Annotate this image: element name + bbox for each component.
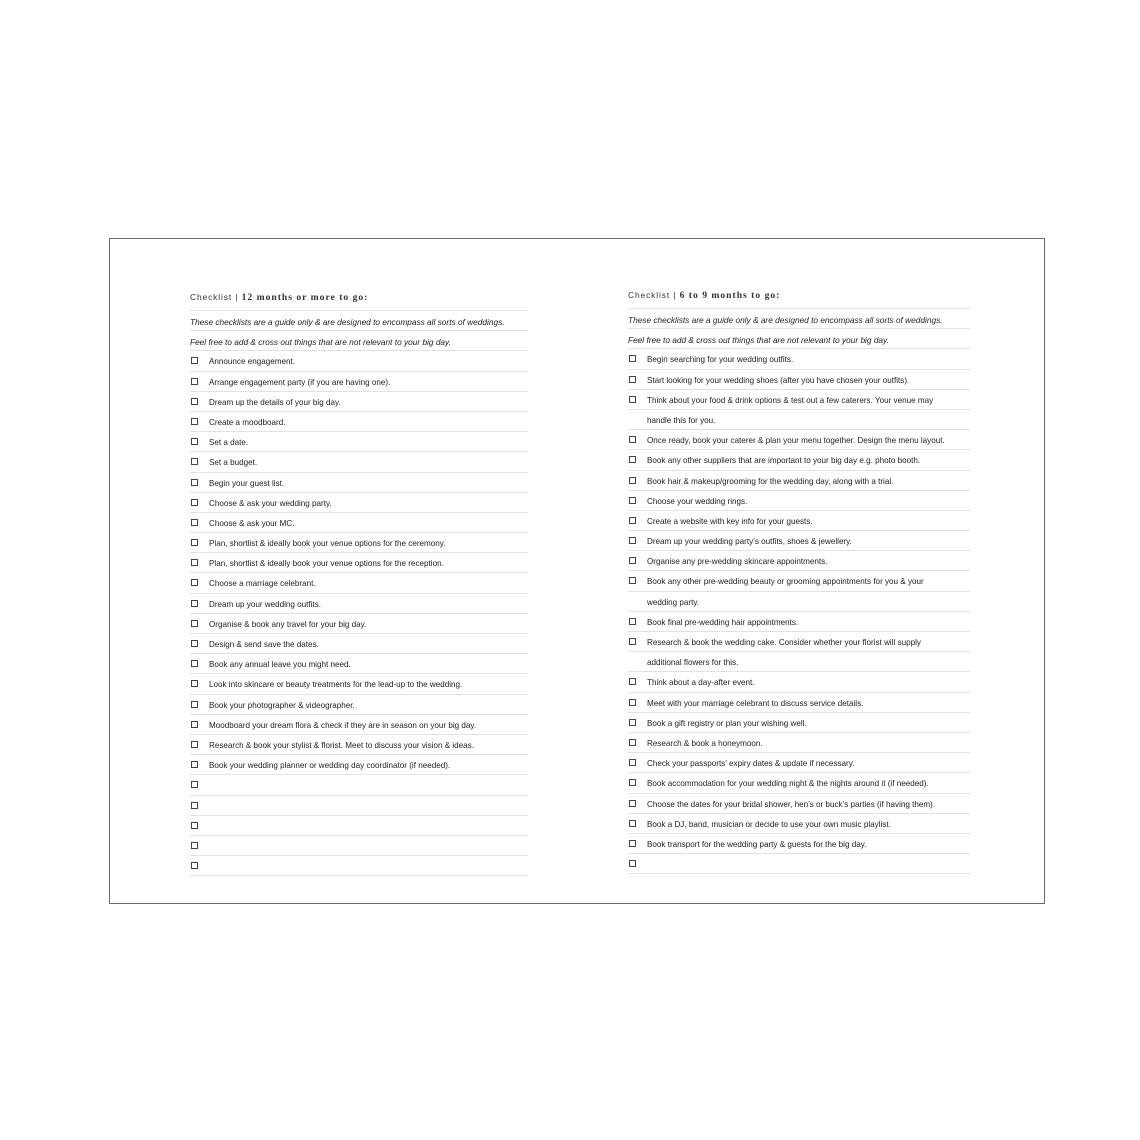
checkbox[interactable]: [629, 517, 636, 524]
checklist-item: [190, 654, 528, 674]
checklist-item-label: Choose the dates for your bridal shower, hen’s or buck’s parties (if having them).: [647, 799, 936, 809]
checkbox[interactable]: [191, 842, 198, 849]
checklist-item: [190, 493, 528, 513]
checklist-item: [628, 349, 970, 369]
checklist-item: [628, 551, 970, 571]
checklist-item: [628, 471, 970, 491]
checklist-item-label: Think about your food & drink options & test out a few caterers. Your venue may: [647, 395, 934, 405]
checklist-item-label: Book any other suppliers that are important to your big day e.g. photo booth.: [647, 456, 921, 466]
checkbox[interactable]: [191, 600, 198, 607]
checkbox[interactable]: [629, 396, 636, 403]
checklist-item: [190, 715, 528, 735]
checklist-item: [628, 672, 970, 692]
checklist-item-label: Choose a marriage celebrant.: [209, 579, 316, 589]
checklist-item: [190, 796, 528, 816]
checklist-item: [190, 775, 528, 795]
checklist-item: [190, 856, 528, 876]
checklist-item-label: Plan, shortlist & ideally book your venue options for the ceremony.: [209, 539, 446, 549]
checkbox[interactable]: [629, 456, 636, 463]
checkbox[interactable]: [629, 537, 636, 544]
checkbox[interactable]: [629, 699, 636, 706]
checkbox[interactable]: [191, 620, 198, 627]
checkbox[interactable]: [191, 822, 198, 829]
checklist-item: [190, 533, 528, 553]
checklist-item-label: Choose & ask your MC.: [209, 518, 295, 528]
checkbox[interactable]: [629, 678, 636, 685]
checklist-item: [628, 854, 970, 874]
checklist-item-label: Book final pre-wedding hair appointments.: [647, 617, 799, 627]
heading-title: 12 months or more to go:: [241, 292, 369, 303]
checklist-item-label: Organise & book any travel for your big day.: [209, 619, 367, 629]
checklist-item-label: Book any other pre-wedding beauty or grooming appointments for you & your: [647, 577, 924, 587]
checklist-item-label: Book a gift registry or plan your wishing well.: [647, 718, 807, 728]
checklist-item: [628, 571, 970, 591]
checkbox[interactable]: [629, 355, 636, 362]
checklist-item: [628, 511, 970, 531]
guide-note: These checklists are a guide only & are designed to encompass all sorts of weddings.: [628, 309, 970, 329]
checklist-item: [628, 491, 970, 511]
checklist-item-label: Research & book the wedding cake. Consider whether your florist will supply: [647, 638, 921, 647]
checklist-item-label: Dream up your wedding outfits.: [209, 599, 322, 609]
checkbox[interactable]: [629, 840, 636, 847]
checkbox[interactable]: [629, 779, 636, 786]
checklist-item: [190, 452, 528, 472]
checkbox[interactable]: [191, 781, 198, 788]
checklist-item: [190, 473, 528, 493]
checkbox[interactable]: [191, 579, 198, 586]
checkbox[interactable]: [191, 398, 198, 405]
checklist-item-continuation: wedding party.: [628, 592, 970, 612]
heading-prefix: Checklist |: [190, 292, 242, 302]
checklist-item-label: Research & book a honeymoon.: [647, 738, 763, 748]
checklist-item-label: Book transport for the wedding party & guests for the big day.: [647, 839, 867, 849]
checklist-item: [628, 713, 970, 733]
checkbox[interactable]: [191, 701, 198, 708]
checklist-item: [190, 351, 528, 371]
checkbox[interactable]: [191, 458, 198, 465]
checkbox[interactable]: [191, 499, 198, 506]
checklist-item-label: Check your passports’ expiry dates & update if necessary.: [647, 759, 855, 769]
checkbox[interactable]: [191, 721, 198, 728]
checklist-item: [628, 612, 970, 632]
checkbox[interactable]: [629, 557, 636, 564]
checklist-item-label: Choose your wedding rings.: [647, 496, 748, 506]
checklist-item-label: Arrange engagement party (if you are having one).: [209, 377, 391, 387]
checkbox[interactable]: [191, 741, 198, 748]
checklist-item-label: Book a DJ, band, musician or decide to use your own music playlist.: [647, 819, 891, 829]
guide-note: These checklists are a guide only & are designed to encompass all sorts of weddings.: [190, 311, 528, 331]
checklist-item: [190, 634, 528, 654]
checkbox[interactable]: [191, 438, 198, 445]
checklist-item-label: Design & send save the dates.: [209, 640, 319, 649]
checklist-item: [190, 432, 528, 452]
checklist-item: [628, 450, 970, 470]
checklist-item: [190, 412, 528, 432]
checklist-item-label: Begin searching for your wedding outfits.: [647, 355, 794, 365]
checklist-item-continuation: additional flowers for this.: [628, 652, 970, 672]
heading-title: 6 to 9 months to go:: [679, 290, 781, 301]
checklist-item-label: Announce engagement.: [209, 357, 295, 367]
checklist-item: [190, 755, 528, 775]
checkbox[interactable]: [191, 357, 198, 364]
checklist-item: [190, 836, 528, 856]
checklist-item: [628, 430, 970, 450]
checkbox[interactable]: [191, 680, 198, 687]
checkbox[interactable]: [191, 539, 198, 546]
checkbox[interactable]: [629, 739, 636, 746]
checkbox[interactable]: [191, 418, 198, 425]
checkbox[interactable]: [191, 761, 198, 768]
checkbox[interactable]: [629, 497, 636, 504]
checklist-item-label: Create a moodboard.: [209, 417, 286, 427]
checklist-item-label: Create a website with key info for your guests.: [647, 516, 813, 526]
checkbox[interactable]: [629, 436, 636, 443]
checklist-item: [190, 573, 528, 593]
checklist-item-label: Organise any pre-wedding skincare appointments.: [647, 557, 828, 567]
checklist-item-label: Set a date.: [209, 438, 249, 448]
checklist-item-label: Begin your guest list.: [209, 478, 285, 488]
checklist-item: [190, 594, 528, 614]
checkbox[interactable]: [191, 802, 198, 809]
checklist-item-label: Research & book your stylist & florist. Meet to discuss your vision & ideas.: [209, 740, 474, 750]
checkbox[interactable]: [629, 860, 636, 867]
checklist-item: [190, 513, 528, 533]
checklist-item-label: Book your wedding planner or wedding day coordinator (if needed).: [209, 761, 451, 771]
checklist-item-label: Book any annual leave you might need.: [209, 660, 351, 670]
checklist-item: [190, 553, 528, 573]
checklist-item: [190, 735, 528, 755]
checklist-item-label: Book your photographer & videographer.: [209, 700, 355, 710]
checkbox[interactable]: [629, 638, 636, 645]
checklist-item: [628, 773, 970, 793]
checklist-item-label: Set a budget.: [209, 458, 258, 468]
checklist-item: [628, 794, 970, 814]
checklist-items: [190, 351, 528, 876]
page-heading: [628, 288, 970, 309]
checkbox[interactable]: [629, 618, 636, 625]
checklist-item-label: Start looking for your wedding shoes (after you have chosen your outfits).: [647, 375, 910, 385]
checklist-item: [190, 614, 528, 634]
checklist-item-label: Meet with your marriage celebrant to discuss service details.: [647, 698, 864, 708]
checkbox[interactable]: [629, 477, 636, 484]
checklist-item-label: Once ready, book your caterer & plan your menu together. Design the menu layout.: [647, 436, 945, 446]
checklist-item-label: Book accommodation for your wedding night & the nights around it (if needed).: [647, 779, 929, 789]
checkbox[interactable]: [629, 577, 636, 584]
checkbox[interactable]: [191, 479, 198, 486]
checklist-item: [628, 632, 970, 652]
checklist-item: [628, 834, 970, 854]
guide-note: Feel free to add & cross out things that are not relevant to your big day.: [190, 331, 528, 351]
checklist-item-label: Plan, shortlist & ideally book your venue options for the reception.: [209, 559, 444, 569]
checklist-item: [628, 733, 970, 753]
checklist-item-label: Choose & ask your wedding party.: [209, 498, 332, 508]
checkbox[interactable]: [191, 559, 198, 566]
checkbox[interactable]: [629, 719, 636, 726]
checklist-item-label: Dream up your wedding party’s outfits, shoes & jewellery.: [647, 537, 852, 547]
checkbox[interactable]: [191, 378, 198, 385]
checklist-item: [190, 674, 528, 694]
page-right: [628, 288, 970, 874]
checkbox[interactable]: [629, 759, 636, 766]
checkbox[interactable]: [191, 862, 198, 869]
checklist-item: [190, 695, 528, 715]
checklist-item-continuation: handle this for you.: [628, 410, 970, 430]
checkbox[interactable]: [629, 376, 636, 383]
checklist-item-label: Think about a day-after event.: [647, 678, 755, 688]
checklist-item: [628, 370, 970, 390]
checklist-item-label: Dream up the details of your big day.: [209, 397, 341, 407]
heading-prefix: Checklist |: [628, 290, 680, 300]
checklist-item: [628, 390, 970, 410]
checklist-item: [190, 816, 528, 836]
checklist-item-label: Moodboard your dream flora & check if they are in season on your big day.: [209, 720, 477, 730]
checklist-item: [190, 372, 528, 392]
checklist-item-label: Look into skincare or beauty treatments for the lead-up to the wedding.: [209, 680, 463, 690]
page-left: [190, 290, 528, 876]
checklist-item: [190, 392, 528, 412]
checklist-items: [628, 349, 970, 874]
page-heading: [190, 290, 528, 311]
checklist-item-label: Book hair & makeup/grooming for the wedding day, along with a trial.: [647, 476, 894, 486]
checkbox[interactable]: [629, 800, 636, 807]
checklist-item: [628, 753, 970, 773]
guide-note: Feel free to add & cross out things that are not relevant to your big day.: [628, 329, 970, 349]
checklist-item: [628, 814, 970, 834]
checklist-item: [628, 693, 970, 713]
checklist-item: [628, 531, 970, 551]
checkbox[interactable]: [191, 640, 198, 647]
checkbox[interactable]: [191, 660, 198, 667]
checkbox[interactable]: [191, 519, 198, 526]
checkbox[interactable]: [629, 820, 636, 827]
